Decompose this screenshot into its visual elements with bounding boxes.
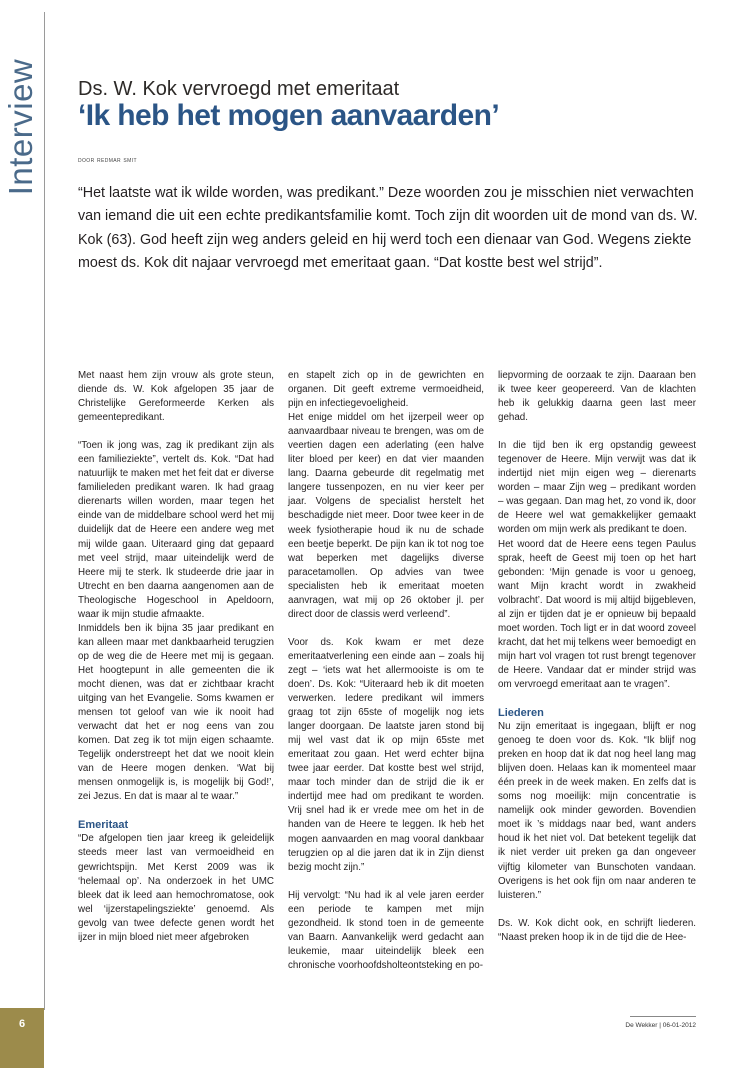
- article-byline: door redmar smit: [78, 157, 137, 164]
- page-number-tab: [0, 1008, 44, 1068]
- paragraph: “Toen ik jong was, zag ik predikant zijn als een familieziekte”, vertelt ds. Kok. “Dat had natuurlijk te maken met het feit dat er diverse familieleden predikant waren. Ik had graag dierenarts willen worden, maar tegen het einde van de middelbare school werd het mij duidelijk dat de Heere een andere weg met mij wilde gaan. Uiteraard ging dat gepaard met veel strijd, maar uiteindelijk werd de Heere mij te sterk. Ik studeerde drie jaar in Utrecht en ben daarna aangenomen aan de Theologische Hogeschool in Apeldoorn, waar ik mijn studie afmaakte.: [78, 440, 274, 620]
- article-column-1: [78, 369, 274, 959]
- subheading-liederen: Liederen: [498, 707, 544, 720]
- paragraph: Inmiddels ben ik bijna 35 jaar predikant en kan alleen maar met dankbaarheid terugzien op de weg die de Heere met mij is gegaan. Het hoogtepunt in alle gemeenten die ik mocht dienen, was dat er zichtbaar kracht uitging van het Evangelie. Soms kwamen er mensen tot geloof van wie ik nooit had verwacht dat het er nog eens van zou komen. Dat zeg ik tot mijn eigen schaamte. Tegelijk onderstreept het dat we nooit klein van de Heere mogen denken. ‘Wat bij mensen onmogelijk is, is mogelijk bij God!’, zei Jezus. En dat is maar al te waar.”: [78, 622, 274, 803]
- paragraph: In die tijd ben ik erg opstandig geweest tegenover de Heere. Mijn verwijt was dat ik indertijd niet mijn eigen weg – dierenarts worden – maar Zijn weg – predikant worden – was gegaan. Dan mag het, zo vond ik, door de Heere wel wat gemakkelijker gemaakt worden om mijn werk als predikant te doen.: [498, 440, 696, 536]
- footer-rule: [630, 1016, 696, 1017]
- article-intro: “Het laatste wat ik wilde worden, was predikant.” Deze woorden zou je misschien niet verwachten van iemand die uit een echte predikantsfamilie komt. Toch zijn dit woorden uit de mond van ds. W. Kok (63). God heeft zijn weg anders geleid en hij werd toch een dienaar van God. Wegens ziekte moest ds. Kok dit najaar vervroegd met emeritaat gaan. “Dat kostte best wel strijd”.: [78, 185, 698, 272]
- paragraph: Ds. W. Kok dicht ook, en schrijft liederen. “Naast preken hoop ik in de tijd die de Hee-: [498, 917, 696, 943]
- article-column-2: [288, 369, 484, 987]
- paragraph: Het woord dat de Heere eens tegen Paulus sprak, heeft de Geest mij toen op het hart gebonden: ‘Mijn genade is voor u genoeg, want Mijn kracht wordt in zwakheid volbracht’. Dat woord is mij altijd bijgebleven, al zijn er tijden dat je er opnieuw bij bepaald moet worden. Toch ligt er in dat woord zoveel kracht, dat het mij telkens weer bemoedigt en mijn hart vol vragen tot rust brengt tegenover de Heere. Vandaar dat er minder strijd was om vervroegd emeritaat aan te vragen”.: [498, 538, 696, 690]
- paragraph: Voor ds. Kok kwam er met deze emeritaatverlening een einde aan – zoals hij zegt – ‘iets wat het allermooiste is om te doen’. Ds. Kok: “Uiteraard heb ik dit moeten verwerken. Iedere predikant wil immers graag tot zijn 65ste of mogelijk nog iets langer doorgaan. De laatste jaren stond bij mij wel vast dat ik op mijn 65ste met emeritaat zou gaan. Het werd echter bijna twee jaar eerder. Dat kostte best wel strijd, maar toch minder dan de strijd die ik er indertijd mee had om predikant te worden. Vrij snel had ik er vrede mee om het in de handen van de Heere te leggen. Ik heb het mogen aanvaarden en mag vooral dankbaar terugzien op al die jaren dat ik in Zijn dienst bezig mocht zijn.”: [288, 636, 484, 873]
- paragraph: Hij vervolgt: “Nu had ik al vele jaren eerder een periode te kampen met mijn gezondheid. Ik stond toen in de gemeente van Baarn. Aanvankelijk werd gedacht aan leukemie, maar uiteindelijk bleek een chronische voorhoofdsholteontsteking en po-: [288, 889, 484, 971]
- section-label: [2, 58, 40, 196]
- paragraph: “De afgelopen tien jaar kreeg ik geleidelijk steeds meer last van vermoeidheid en gewrichtspijn. Met Kerst 2009 was ik ‘helemaal op’. Na onderzoek in het UMC bleek dat ik leed aan hemochromatose, ook wel ‘ijzerstapelingsziekte’ genoemd. Als gevolg van twee defecte genen wordt het ijzer in mijn bloed niet meer afgebroken: [78, 833, 274, 943]
- article-column-3: [498, 369, 696, 959]
- paragraph: Nu zijn emeritaat is ingegaan, blijft er nog genoeg te doen voor ds. Kok. “Ik blijf nog preken en hoop dat ik dat nog heel lang mag blijven doen. Helaas kan ik momenteel maar één preek in de week maken. En zelfs dat is soms nog moeilijk: mijn concentratie is namelijk ook minder geworden. Bovendien moet ik ’s middags naar bed, want anders houd ik het niet vol. Dat betekent tegelijk dat ik niet verder uit preken ga dan ongeveer vijftig kilometer van Bunschoten vandaan. Overigens is het ook fijn om naar anderen te luisteren.”: [498, 721, 696, 901]
- paragraph: Het enige middel om het ijzerpeil weer op aanvaardbaar niveau te brengen, was om de veertien dagen een aderlating (een halve liter bloed per keer) en dat vier maanden lang. Daarna gebeurde dit regelmatig met langere tussenpozen, en nu vier keer per jaar. Volgens de specialist herstelt het beschadigde niet meer. Door twee keer in de week fysiotherapie houd ik nu de schade een beetje beperkt. De pijn kan ik tot nog toe wat beperken met dagelijks diverse paracetamollen. Op advies van twee specialisten heb ik emeritaat moeten aanvragen, wat mij op 26 oktober jl. per direct door de classis werd verleend”.: [288, 412, 484, 620]
- paragraph: Met naast hem zijn vrouw als grote steun, diende ds. W. Kok afgelopen 35 jaar de Christelijke Gereformeerde Kerken als gemeentepredikant.: [78, 370, 274, 424]
- subheading-emeritaat: Emeritaat: [78, 819, 129, 832]
- section-label-text: Interview: [2, 58, 39, 196]
- paragraph: liepvorming de oorzaak te zijn. Daaraan ben ik twee keer geopereerd. Van de klachten heb ik gelukkig daarna geen last meer gehad.: [498, 370, 696, 424]
- article-kicker: Ds. W. Kok vervroegd met emeritaat: [78, 78, 400, 100]
- paragraph: en stapelt zich op in de gewrichten en organen. Dit geeft extreme vermoeidheid, pijn en infectiegevoeligheid.: [288, 370, 484, 410]
- footer-publication: De Wekker | 06-01-2012: [625, 1022, 696, 1029]
- page-number: 6: [18, 1018, 26, 1030]
- margin-rule: [44, 12, 45, 1010]
- article-headline: ‘Ik heb het mogen aanvaarden’: [78, 99, 500, 132]
